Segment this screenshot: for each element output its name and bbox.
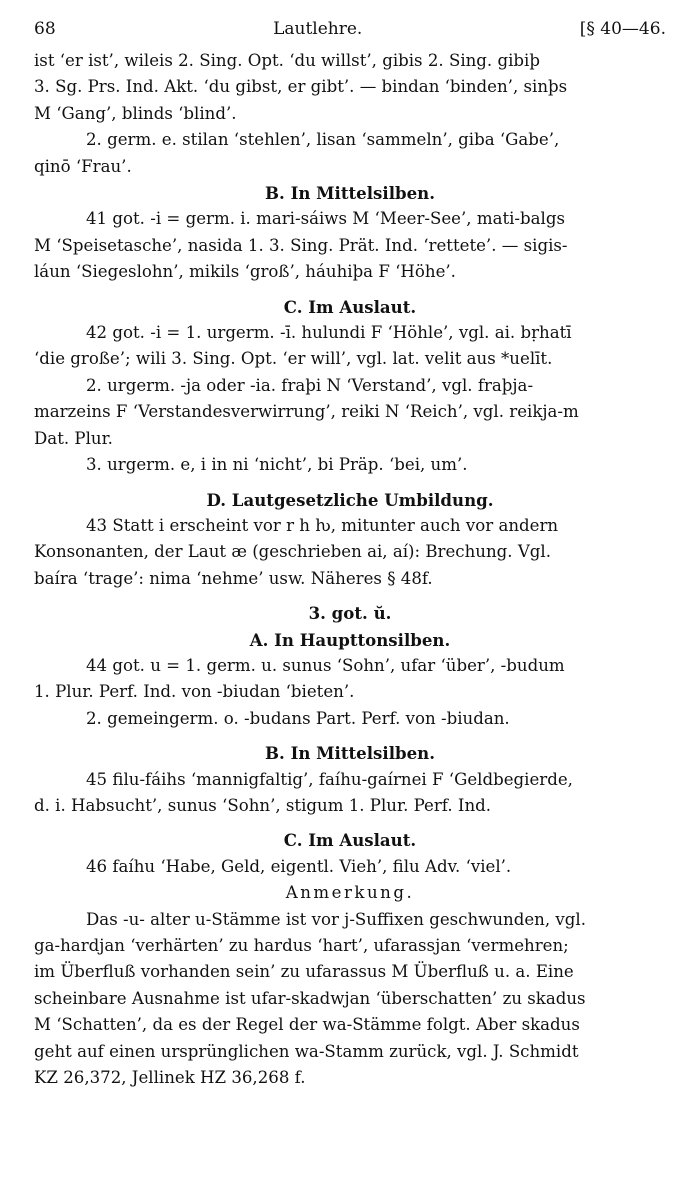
text-line: 46 faíhu ‘Habe, Geld, eigentl. Vieh’, filu Adv. ‘viel’. [86, 856, 512, 876]
text-line: Das -u- alter u-Stämme ist vor j-Suffixen geschwunden, vgl. [86, 909, 587, 929]
section-reference: [§ 40—46. [579, 19, 666, 39]
section-heading: B. In Mittelsilben. [265, 743, 435, 764]
text-line: M ‘Gang’, blinds ‘blind’. [34, 103, 237, 123]
text-line: Konsonanten, der Laut æ (geschrieben ai, aí): Brechung. Vgl. [34, 542, 552, 562]
text-line: scheinbare Ausnahme ist ufar-skadwjan ‘überschatten’ zu skadus [34, 988, 586, 1008]
section-heading: A. In Haupttonsilben. [249, 629, 451, 650]
text-line: 1. Plur. Perf. Ind. von -biudan ‘bieten’. [34, 682, 355, 702]
text-line: 2. germ. e. stilan ‘stehlen’, lisan ‘sammeln’, giba ‘Gabe’, [86, 130, 560, 150]
text-line: Dat. Plur. [34, 428, 113, 448]
text-line: ga-hardjan ‘verhärten’ zu hardus ‘hart’, ufarassjan ‘vermehren; [34, 936, 569, 955]
text-line: im Überfluß vorhanden sein’ zu ufarassus M Überfluß u. a. Eine [34, 962, 574, 982]
text-line: 2. urgerm. -ja oder -ia. fraþi N ‘Verstand’, vgl. fraþja- [86, 375, 534, 395]
section-heading: D. Lautgesetzliche Umbildung. [206, 489, 494, 510]
section-heading: C. Im Auslaut. [283, 830, 417, 851]
text-line: 44 got. u = 1. germ. u. sunus ‘Sohn’, ufar ‘über’, -budum [86, 655, 565, 675]
text-line: qinō ‘Frau’. [34, 156, 132, 176]
text-line: baíra ‘trage’: nima ‘nehme’ usw. Näheres § 48f. [34, 568, 433, 588]
text-line: KZ 26,372, Jellinek HZ 36,268 f. [34, 1068, 306, 1088]
section-heading: B. In Mittelsilben. [265, 183, 435, 204]
page-number: 68 [34, 19, 56, 39]
text-line: láun ‘Siegeslohn’, mikils ‘groß’, háuhiþa F ‘Höhe’. [34, 262, 456, 282]
text-line: 3. urgerm. e, i in ni ‘nicht’, bi Präp. ‘bei, um’. [86, 455, 468, 475]
section-heading: C. Im Auslaut. [283, 296, 417, 317]
book-page [34, 18, 666, 1091]
note-heading: Anmerkung. [285, 883, 415, 903]
text-line: 42 got. -i = 1. urgerm. -ī. hulundi F ‘Höhle’, vgl. ai. bṛhatī [86, 323, 572, 343]
text-line: 2. gemeingerm. o. -budans Part. Perf. von -biudan. [86, 708, 510, 728]
page-title: Lautlehre. [273, 19, 363, 39]
section-heading: 3. got. ŭ. [308, 603, 392, 624]
text-line: ist ‘er ist’, wileis 2. Sing. Opt. ‘du willst’, gibis 2. Sing. gibiþ [34, 51, 540, 70]
text-line: ‘die große’; wili 3. Sing. Opt. ‘er will’, vgl. lat. velit aus *uelīt. [34, 349, 553, 369]
text-line: 41 got. -i = germ. i. mari-sáiws M ‘Meer-See’, mati-balgs [86, 209, 565, 229]
text-line: M ‘Speisetasche’, nasida 1. 3. Sing. Prät. Ind. ‘rettete’. — sigis- [34, 235, 568, 255]
text-line: marzeins F ‘Verstandesverwirrung’, reiki N ‘Reich’, vgl. reikja-m [34, 402, 579, 422]
text-line: M ‘Schatten’, da es der Regel der wa-Stämme folgt. Aber skadus [34, 1015, 580, 1035]
text-line: d. i. Habsucht’, sunus ‘Sohn’, stigum 1. Plur. Perf. Ind. [34, 795, 492, 815]
text-line: geht auf einen ursprünglichen wa-Stamm zurück, vgl. J. Schmidt [34, 1041, 579, 1061]
text-line: 45 filu-fáihs ‘mannigfaltig’, faíhu-gaírnei F ‘Geldbegierde, [86, 769, 573, 789]
text-line: 3. Sg. Prs. Ind. Akt. ‘du gibst, er gibt’. — bindan ‘binden’, sinþs [34, 77, 568, 97]
text-line: 43 Statt i erscheint vor r h ƕ, mitunter auch vor andern [86, 515, 559, 535]
running-header [34, 18, 666, 40]
